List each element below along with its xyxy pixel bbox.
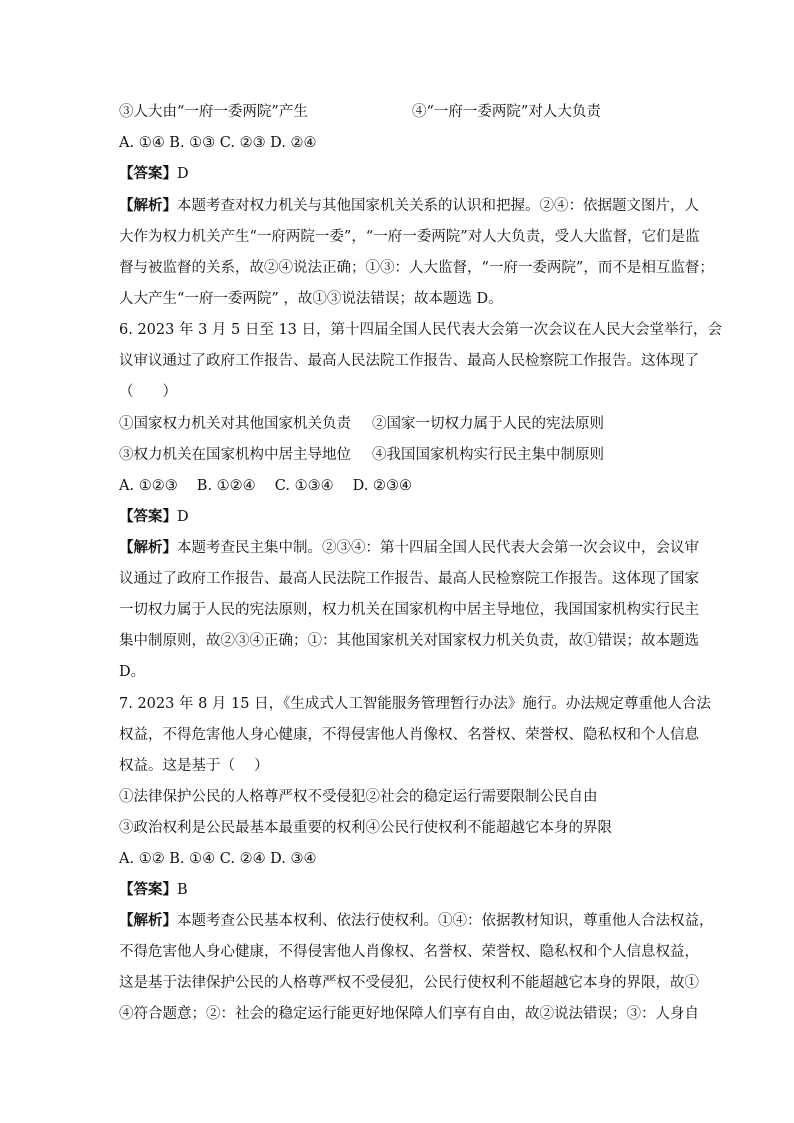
q7-statements-3-4: ③政治权利是公民最基本最重要的权利④公民行使权利不能超越它本身的界限 (119, 820, 612, 836)
q6-choices: A. ①②③ B. ①②④ C. ①③④ D. ②③④ (119, 478, 413, 494)
q6-stem-line-2: 议审议通过了政府工作报告、最高人民法院工作报告、最高人民检察院工作报告。这体现了 (119, 353, 699, 369)
q5-choices: A. ①④ B. ①③ C. ②③ D. ②④ (119, 135, 317, 151)
q6-statement-3: ③权力机关在国家机构中居主导地位 (119, 447, 351, 463)
answer-tag: 【答案】 (119, 508, 177, 525)
answer-tag: 【答案】 (119, 165, 177, 182)
answer-value: D (177, 166, 189, 182)
analysis-tag: 【解析】 (119, 197, 177, 214)
q7-analysis-line-1: 【解析】本题考查公民基本权利、依法行使权利。①④：依据教材知识，尊重他人合法权益， (119, 912, 714, 929)
q6-analysis-line-2: 议通过了政府工作报告、最高人民法院工作报告、最高人民检察院工作报告。这体现了国家 (119, 571, 699, 587)
q6-analysis-line-4: 集中制原则，故②③④正确；①：其他国家机关对国家权力机关负责，故①错误；故本题选 (119, 633, 699, 649)
q6-statement-1: ①国家权力机关对其他国家机关负责 (119, 416, 351, 432)
q6-stem-line-1: 6. 2023 年 3 月 5 日至 13 日，第十四届全国人民代表大会第一次会议在人民大会堂举行，会 (119, 322, 723, 338)
q6-stem-line-3: （ ） (119, 384, 177, 400)
q6-analysis-line-1: 【解析】本题考查民主集中制。②③④：第十四届全国人民代表大会第一次会议中，会议审 (119, 539, 699, 556)
q5-answer (119, 164, 189, 184)
q6-statement-2: ②国家一切权力属于人民的宪法原则 (372, 416, 604, 432)
q7-analysis-line-3: 这是基于法律保护公民的人格尊严权不受侵犯，公民行使权利不能超越它本身的界限，故① (119, 975, 699, 991)
answer-value: B (177, 882, 188, 898)
q7-analysis-line-4: ④符合题意；②：社会的稳定运行能更好地保障人们享有自由，故②说法错误；③：人身自 (119, 1006, 699, 1022)
q7-answer (119, 880, 188, 900)
q6-analysis-line-5: D。 (119, 664, 146, 680)
q6-analysis-line-3: 一切权力属于人民的宪法原则，权力机关在国家机构中居主导地位，我国国家机构实行民主 (119, 602, 699, 618)
q7-stem-line-1: 7. 2023 年 8 月 15 日，《生成式人工智能服务管理暂行办法》施行。办法规定尊重他人合法 (119, 696, 711, 712)
q5-analysis-line-1: 【解析】本题考查对权力机关与其他国家机关关系的认识和把握。②④：依据题文图片，人 (119, 197, 699, 214)
analysis-tag: 【解析】 (119, 912, 177, 929)
q7-choices: A. ①② B. ①④ C. ②④ D. ③④ (119, 851, 317, 867)
q5-statement-4: ④“一府一委两院”对人大负责 (412, 104, 601, 120)
q7-stem-line-3: 权益。这是基于（ ） (119, 758, 269, 774)
q6-statement-4: ④我国国家机构实行民主集中制原则 (372, 447, 604, 463)
q5-analysis-line-2: 大作为权力机关产生“一府两院一委”，“一府一委两院”对人大负责，受人大监督，它们是监 (119, 229, 700, 245)
analysis-tag: 【解析】 (119, 539, 177, 556)
q7-analysis-line-2: 不得危害他人身心健康，不得侵害他人肖像权、名誉权、荣誉权、隐私权和个人信息权益， (119, 944, 699, 960)
q5-statement-3: ③人大由“一府一委两院”产生 (119, 104, 308, 120)
q5-analysis-line-4: 人大产生“一府一委两院” ，故①③说法错误；故本题选 D。 (119, 291, 503, 307)
answer-value: D (177, 509, 189, 525)
q7-stem-line-2: 权益，不得危害他人身心健康，不得侵害他人肖像权、名誉权、荣誉权、隐私权和个人信息 (119, 727, 699, 743)
q6-answer (119, 507, 189, 527)
q5-analysis-line-3: 督与被监督的关系，故②④说法正确；①③：人大监督，“一府一委两院”，而不是相互监督； (119, 260, 714, 276)
q7-statements-1-2: ①法律保护公民的人格尊严权不受侵犯②社会的稳定运行需要限制公民自由 (119, 789, 598, 805)
answer-tag: 【答案】 (119, 881, 177, 898)
